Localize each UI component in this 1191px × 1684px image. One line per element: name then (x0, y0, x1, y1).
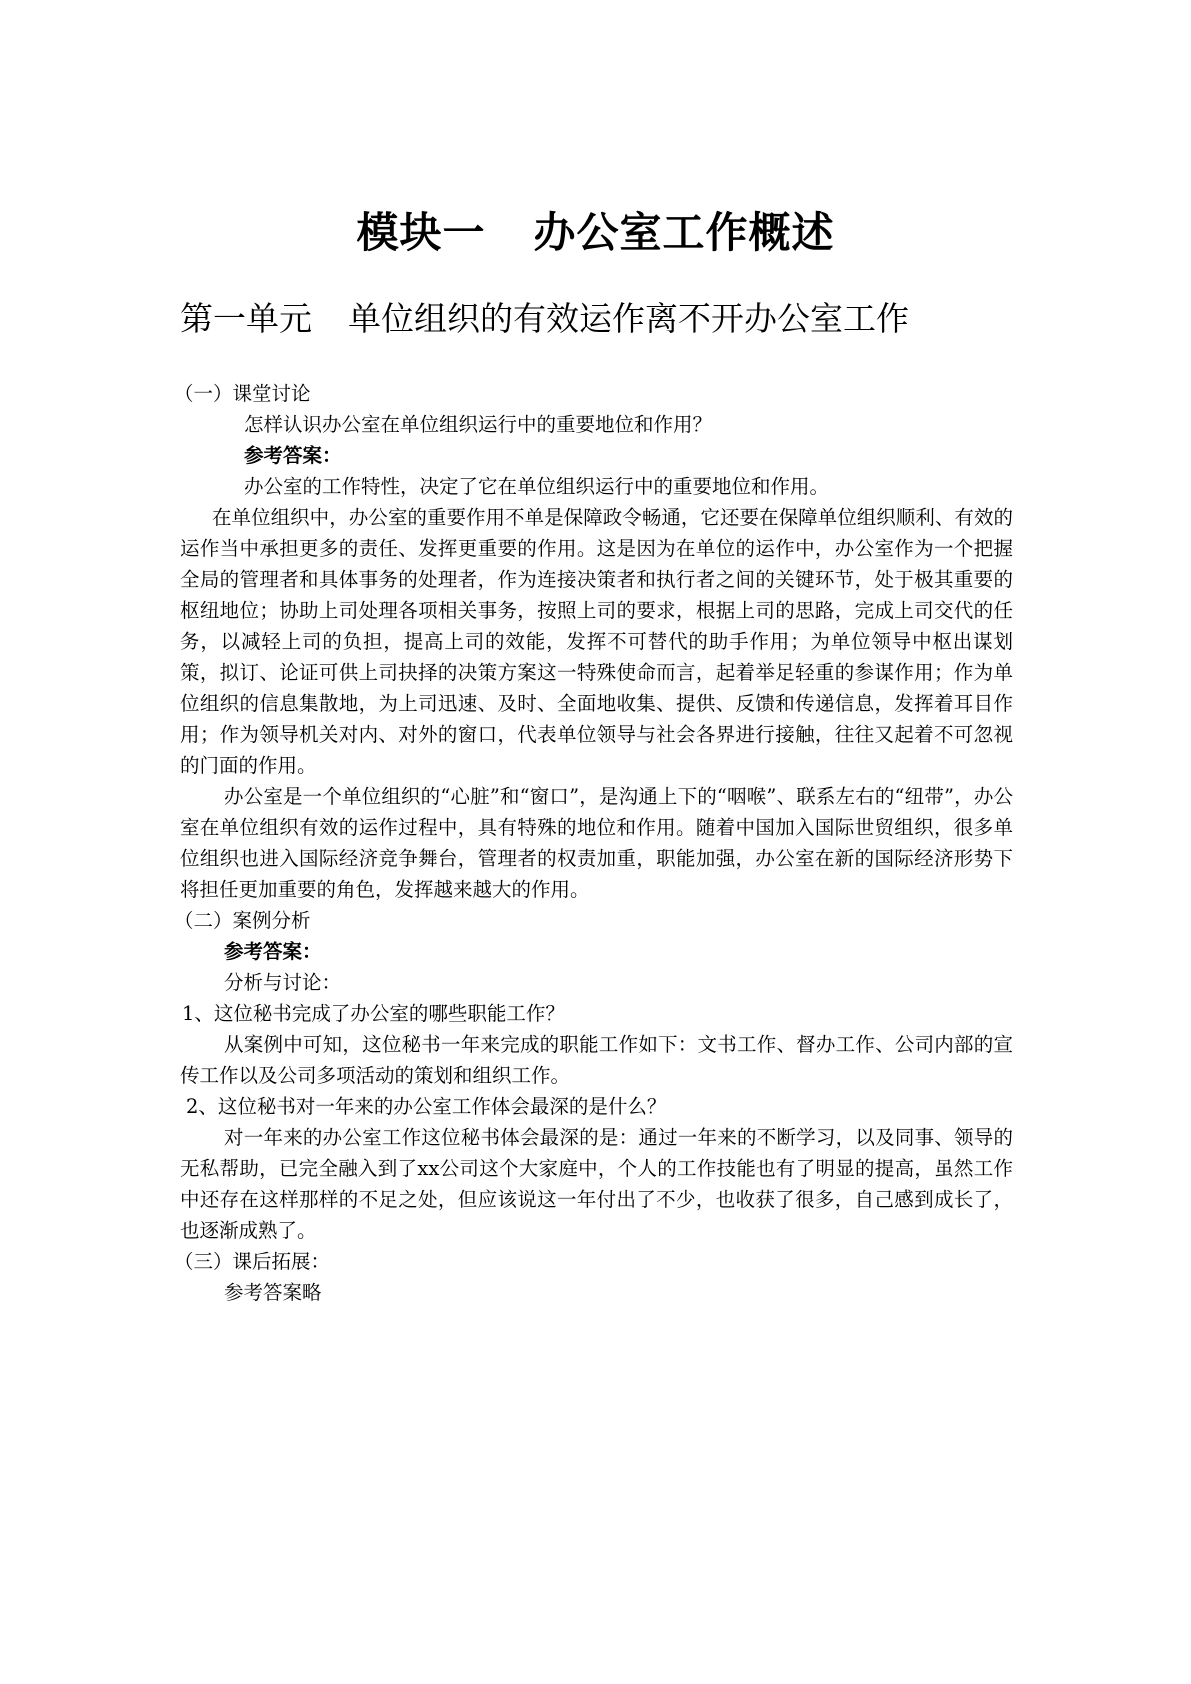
answer-paragraph: 办公室是一个单位组织的“心脏”和“窗口”，是沟通上下的“咽喉”、联系左右的“纽带”，办公室在单位组织有效的运作过程中，具有特殊的地位和作用。随着中国加入国际世贸组织，很多单位组织也进入国际经济竞争舞台，管理者的权责加重，职能加强，办公室在新的国际经济形势下将担任更加重要的角色，发挥越来越大的作用。 (180, 785, 1013, 901)
case-answer: 对一年来的办公室工作这位秘书体会最深的是：通过一年来的不断学习，以及同事、领导的无私帮助，已完全融入到了xx公司这个大家庭中，个人的工作技能也有了明显的提高，虽然工作中还存在这样那样的不足之处，但应该说这一年付出了不少，也收获了很多，自己感到成长了，也逐渐成熟了。 (180, 1126, 1013, 1242)
analysis-label: 分析与讨论： (224, 971, 342, 994)
unit-title (180, 293, 909, 340)
title-topic: 办公室工作概述 (533, 208, 835, 257)
section-heading-extension: （三）课后拓展： (174, 1250, 331, 1273)
answer-label: 参考答案： (244, 444, 342, 467)
section-heading-case: （二）案例分析 (174, 909, 311, 932)
answer-paragraph: 在单位组织中，办公室的重要作用不单是保障政令畅通，它还要在保障单位组织顺利、有效的运作当中承担更多的责任、发挥更重要的作用。这是因为在单位的运作中，办公室作为一个把握全局的管理者和具体事务的处理者，作为连接决策者和执行者之间的关键环节，处于极其重要的枢纽地位；协助上司处理各项相关事务，按照上司的要求，根据上司的思路，完成上司交代的任务，以减轻上司的负担，提高上司的效能，发挥不可替代的助手作用；为单位领导中枢出谋划策，拟订、论证可供上司抉择的决策方案这一特殊使命而言，起着举足轻重的参谋作用；作为单位组织的信息集散地，为上司迅速、及时、全面地收集、提供、反馈和传递信息，发挥着耳目作用；作为领导机关对内、对外的窗口，代表单位领导与社会各界进行接触，往往又起着不可忽视的门面的作用。 (180, 506, 1013, 777)
case-answer: 从案例中可知，这位秘书一年来完成的职能工作如下：文书工作、督办工作、公司内部的宣传工作以及公司多项活动的策划和组织工作。 (180, 1033, 1013, 1087)
section-heading-discussion: （一）课堂讨论 (174, 382, 311, 405)
case-question: 2、这位秘书对一年来的办公室工作体会最深的是什么？ (186, 1095, 667, 1118)
discussion-question: 怎样认识办公室在单位组织运行中的重要地位和作用？ (244, 413, 713, 436)
title-module: 模块一 (356, 208, 486, 257)
case-question: 1、这位秘书完成了办公室的哪些职能工作？ (182, 1002, 565, 1025)
answer-label: 参考答案： (224, 940, 322, 963)
answer-intro: 办公室的工作特性，决定了它在单位组织运行中的重要地位和作用。 (244, 475, 830, 498)
unit-topic: 单位组织的有效运作离不开办公室工作 (348, 299, 909, 338)
extension-note: 参考答案略 (224, 1281, 322, 1304)
unit-number: 第一单元 (180, 299, 312, 338)
page-title (0, 200, 1191, 260)
document-body (174, 378, 1013, 1308)
